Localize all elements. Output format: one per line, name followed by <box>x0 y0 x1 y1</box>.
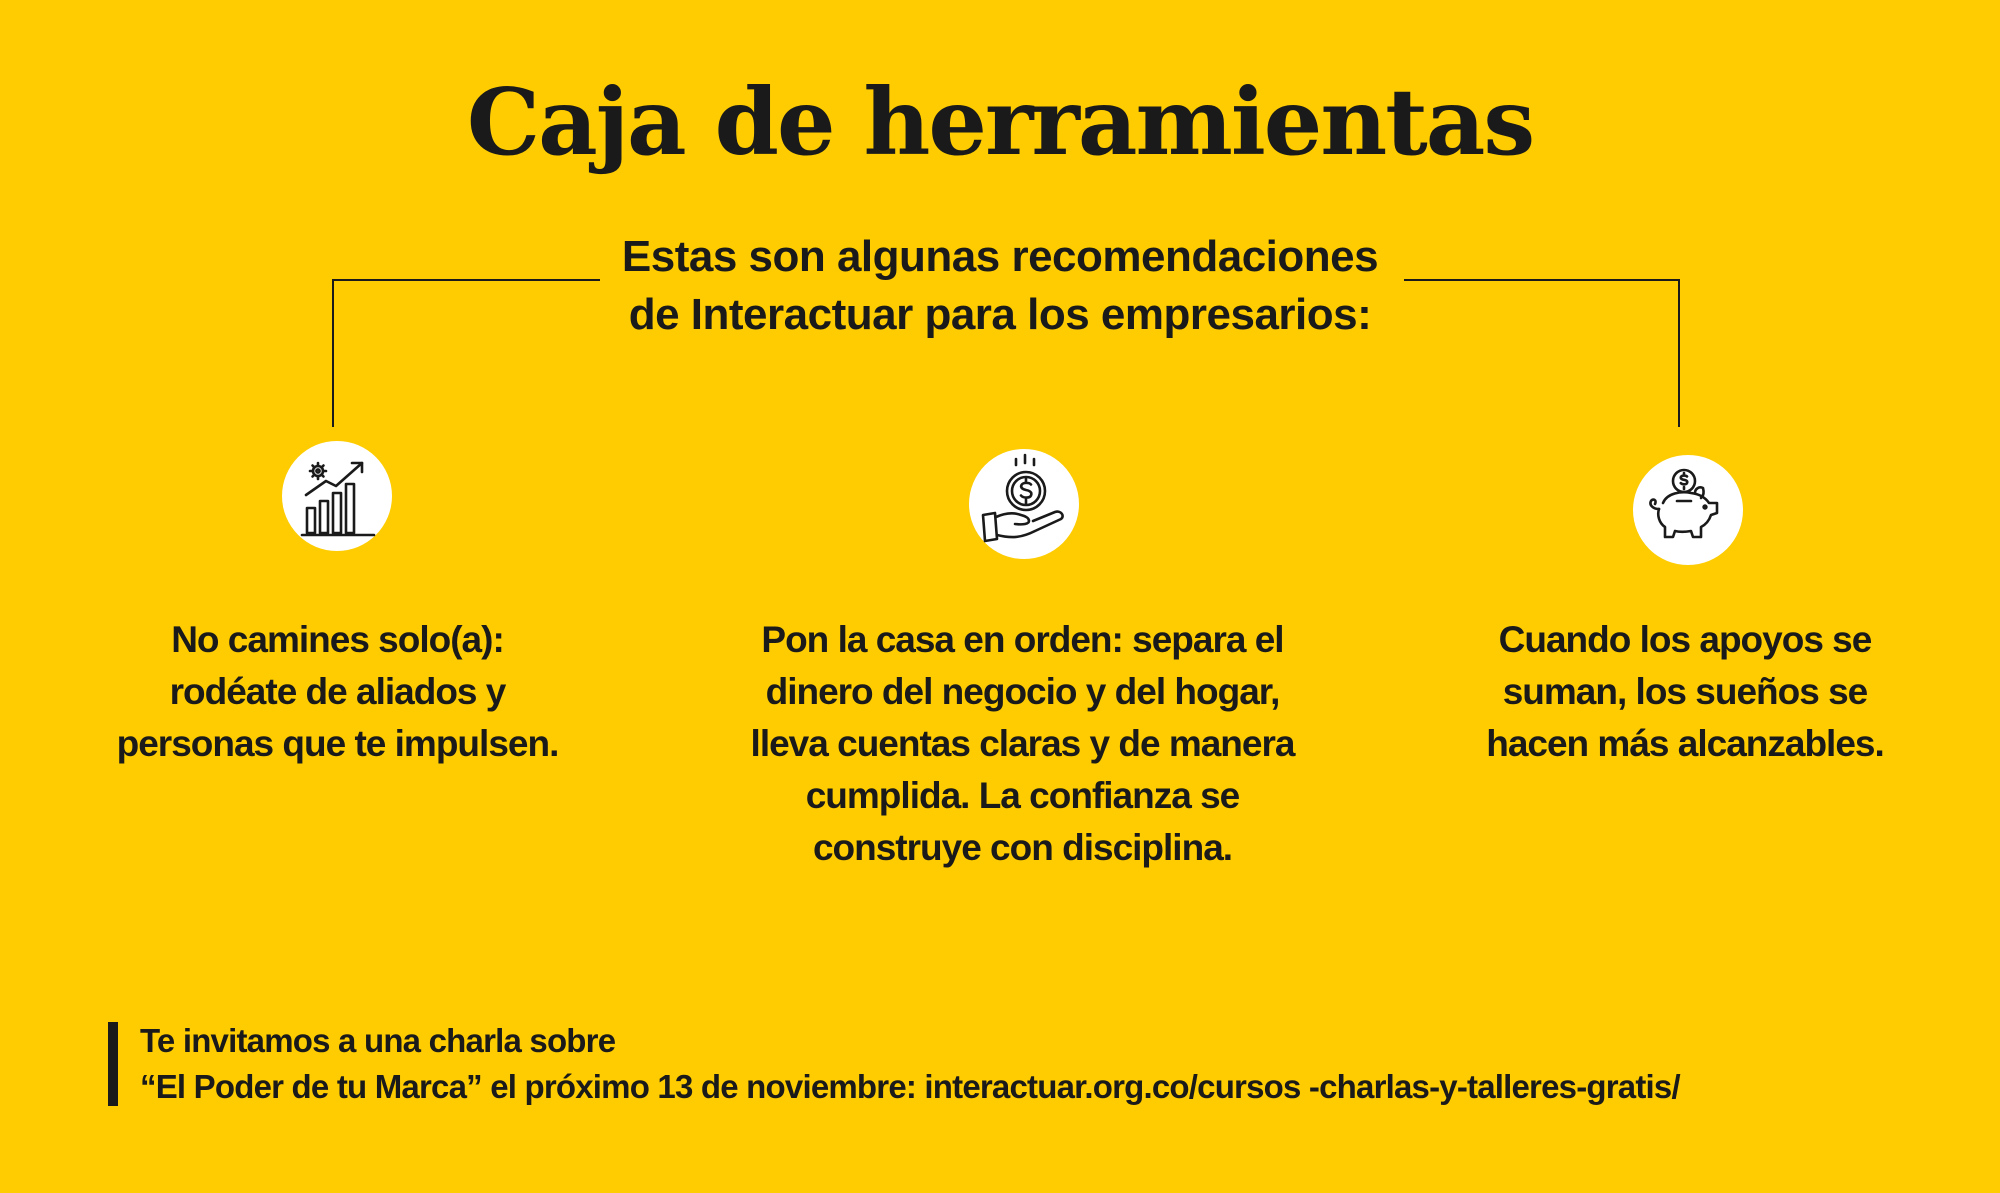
bracket-right-vertical <box>1678 279 1680 427</box>
bracket-left-vertical <box>332 279 334 427</box>
tip-2-icon-circle <box>969 449 1079 559</box>
tip-3-line-3: hacen más alcanzables. <box>1486 723 1884 764</box>
tip-2-line-5: construye con disciplina. <box>812 827 1233 868</box>
tip-1-line-3: personas que te impulsen. <box>116 723 559 764</box>
tip-1-line-2: rodéate de aliados y <box>169 671 506 712</box>
tip-1-text <box>60 614 615 770</box>
footer-accent-bar <box>108 1022 118 1106</box>
tip-3-icon-circle <box>1633 455 1743 565</box>
money-hand-icon <box>969 449 1079 559</box>
tip-2-line-2: dinero del negocio y del hogar, <box>765 671 1280 712</box>
tip-3-line-2: suman, los sueños se <box>1502 671 1868 712</box>
tip-3-text <box>1430 614 1940 770</box>
tip-2-text <box>700 614 1345 874</box>
subtitle <box>590 228 1410 344</box>
tip-2-line-1: Pon la casa en orden: separa el <box>761 619 1284 660</box>
tip-3-line-1: Cuando los apoyos se <box>1498 619 1872 660</box>
tip-2-line-4: cumplida. La confianza se <box>805 775 1240 816</box>
subtitle-line-1: Estas son algunas recomendaciones <box>621 232 1379 281</box>
growth-chart-icon <box>282 441 392 551</box>
tip-2-line-3: lleva cuentas claras y de manera <box>750 723 1295 764</box>
tip-1-icon-circle <box>282 441 392 551</box>
bracket-left-horizontal <box>332 279 600 281</box>
footer-line-1: Te invitamos a una charla sobre <box>140 1022 616 1059</box>
subtitle-line-2: de Interactuar para los empresarios: <box>628 290 1372 339</box>
footer-line-2: “El Poder de tu Marca” el próximo 13 de noviembre: interactuar.org.co/cursos -charlas-y-talleres-gratis/ <box>140 1068 1680 1105</box>
tip-1-line-1: No camines solo(a): <box>171 619 504 660</box>
footer-invitation <box>140 1018 1680 1110</box>
page-title: Caja de herramientas <box>466 68 1534 176</box>
piggy-bank-icon <box>1633 455 1743 565</box>
bracket-right-horizontal <box>1404 279 1680 281</box>
